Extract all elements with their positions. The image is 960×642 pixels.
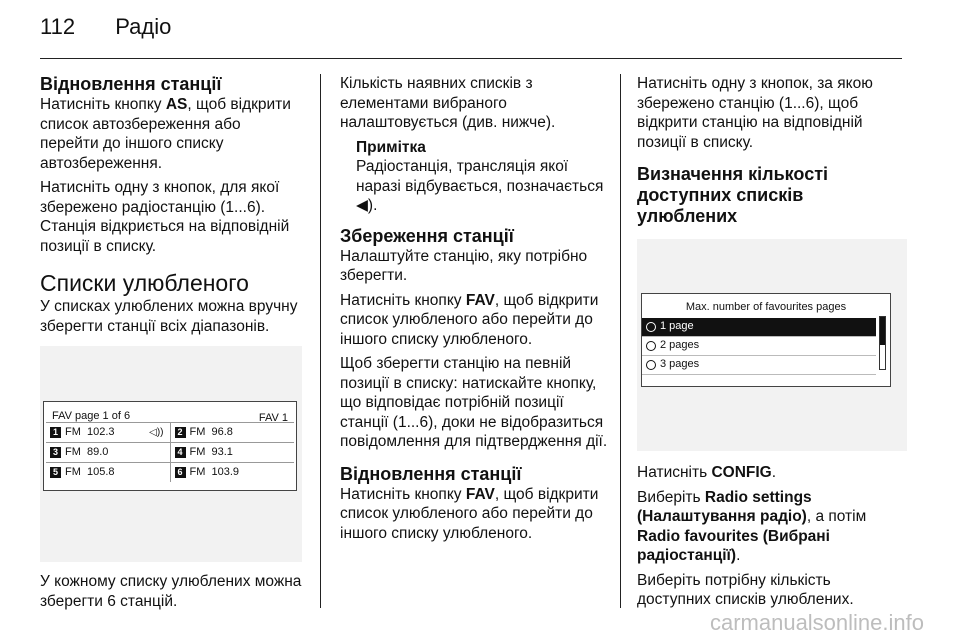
heading-restore-station: Відновлення станції bbox=[340, 463, 522, 484]
heading-fav-count: Визначення кількості доступних списків улюблених bbox=[637, 164, 829, 226]
option-3-pages: 3 pages bbox=[642, 356, 876, 375]
paragraph: Налаштуйте станцію, яку потрібно зберегти. bbox=[340, 247, 588, 284]
preset-1: 1 FM 102.3 ◁)) bbox=[46, 423, 171, 442]
paragraph: Натисніть CONFIG. bbox=[637, 464, 777, 481]
paragraph: У кожному списку улюблених можна зберегти 6 станцій. bbox=[40, 573, 302, 610]
paragraph: Натисніть одну з кнопок, для якої збережено радіостанцію (1...6). Станція відкриється на відповідній позиції в списку. bbox=[40, 179, 290, 255]
note-block bbox=[340, 138, 608, 216]
paragraph: Натисніть кнопку FAV, щоб відкрити список улюбленого або перейти до іншого списку улюбленого. bbox=[340, 485, 599, 542]
option-1-page: 1 page bbox=[642, 318, 876, 337]
fav-page-title: FAV page 1 of 6 bbox=[52, 410, 131, 422]
heading-restore-station: Відновлення станції bbox=[40, 74, 222, 94]
preset-5: 5 FM 105.8 bbox=[46, 463, 171, 482]
header-rule bbox=[40, 58, 902, 59]
option-2-pages: 2 pages bbox=[642, 337, 876, 356]
config-screen-illustration bbox=[637, 239, 907, 451]
fav-screen-illustration bbox=[40, 346, 302, 562]
heading-save-station: Збереження станції bbox=[340, 225, 514, 246]
paragraph: Натисніть одну з кнопок, за якою збережено станцію (1...6), щоб відкрити станцію на відповідній позиції в списку. bbox=[637, 75, 873, 151]
config-title: Max. number of favourites pages bbox=[685, 301, 847, 313]
config-display bbox=[641, 293, 891, 387]
paragraph: Виберіть Radio settings (Налаштування радіо), а потім Radio favourites (Вибрані радіостанції). bbox=[637, 488, 867, 564]
paragraph: Натисніть кнопку AS, щоб відкрити список автозбереження або перейти до іншого списку автозбереження. bbox=[40, 96, 291, 172]
paragraph: Кількість наявних списків з елементами вибраного налаштовується (див. нижче). bbox=[340, 75, 556, 131]
column-divider bbox=[320, 74, 321, 608]
section-title: Радіо bbox=[115, 14, 172, 39]
column-3 bbox=[637, 74, 907, 615]
note-body: Радіостанція, трансляція якої наразі відбувається, позначається ◀). bbox=[356, 158, 604, 214]
preset-grid bbox=[46, 422, 294, 482]
paragraph: Натисніть кнопку FAV, щоб відкрити список улюбленого або перейти до іншого списку улюбленого. bbox=[340, 291, 599, 348]
column-divider bbox=[620, 74, 621, 608]
heading-favourites-lists: Списки улюбленого bbox=[40, 270, 249, 296]
preset-4: 4 FM 93.1 bbox=[171, 443, 295, 462]
column-1 bbox=[40, 74, 302, 616]
watermark: carmanualsonline.info bbox=[709, 610, 924, 635]
radio-icon bbox=[646, 322, 656, 332]
paragraph: У списках улюблених можна вручну зберегти станції всіх діапазонів. bbox=[40, 298, 298, 335]
page-header bbox=[40, 14, 171, 40]
paragraph: Щоб зберегти станцію на певній позиції в списку: натискайте кнопку, що відповідає потрібній позиції станції (1...6), доки не відобразиться повідомлення для підтвердження дії. bbox=[340, 355, 608, 450]
preset-2: 2 FM 96.8 bbox=[171, 423, 295, 442]
note-heading: Примітка bbox=[356, 138, 426, 156]
radio-icon bbox=[646, 341, 656, 351]
paragraph: Виберіть потрібну кількість доступних списків улюблених. bbox=[637, 571, 854, 608]
column-2 bbox=[340, 74, 608, 548]
radio-icon bbox=[646, 360, 656, 370]
preset-3: 3 FM 89.0 bbox=[46, 443, 171, 462]
speaker-icon: ◁)) bbox=[149, 426, 164, 438]
fav-tag: FAV 1 bbox=[258, 412, 288, 424]
page-number: 112 bbox=[40, 14, 76, 39]
fav-display bbox=[43, 401, 297, 491]
preset-6: 6 FM 103.9 bbox=[171, 463, 295, 482]
scrollbar bbox=[879, 316, 886, 370]
